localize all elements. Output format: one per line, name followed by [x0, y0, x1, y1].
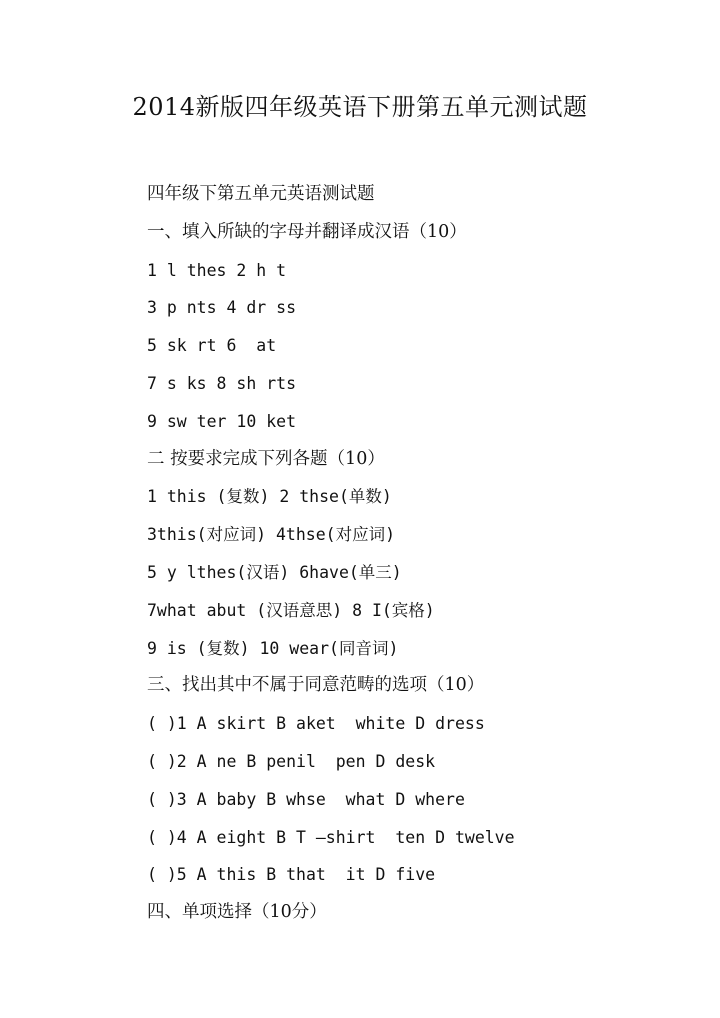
document-line: ( )2 A ne B penil pen D desk [147, 751, 436, 771]
document-body [147, 176, 707, 932]
document-line: 5 y lthes(汉语) 6have(单三) [147, 562, 402, 582]
document-line: 三、找出其中不属于同意范畴的选项（10） [147, 675, 485, 696]
document-line: 1 this (复数) 2 thse(单数) [147, 487, 392, 507]
document-line: 3 p nts 4 dr ss [147, 298, 297, 318]
document-line: ( )1 A skirt B aket white D dress [147, 714, 485, 734]
document-title: 2014新版四年级英语下册第五单元测试题 [132, 93, 588, 121]
document-line: 7what abut (汉语意思) 8 I(宾格) [147, 600, 435, 620]
document-line: 四年级下第五单元英语测试题 [147, 184, 375, 204]
document-line: 5 sk rt 6 at [147, 336, 277, 356]
document-line: 9 is (复数) 10 wear(同音词) [147, 638, 399, 658]
document-line: ( )3 A baby B whse what D where [147, 789, 465, 809]
document-line: ( )4 A eight B T –shirt ten D twelve [147, 827, 515, 847]
document-line: 1 l thes 2 h t [147, 260, 287, 280]
document-line: 一、填入所缺的字母并翻译成汉语（10） [147, 221, 467, 242]
document-line: 7 s ks 8 sh rts [147, 373, 297, 393]
document-line: 四、单项选择（10分） [147, 902, 327, 923]
document-line: 9 sw ter 10 ket [147, 411, 297, 431]
document-line: ( )5 A this B that it D five [147, 865, 436, 885]
document-line: 3this(对应词) 4thse(对应词) [147, 525, 396, 545]
document-line: 二 按要求完成下列各题（10） [147, 448, 385, 469]
